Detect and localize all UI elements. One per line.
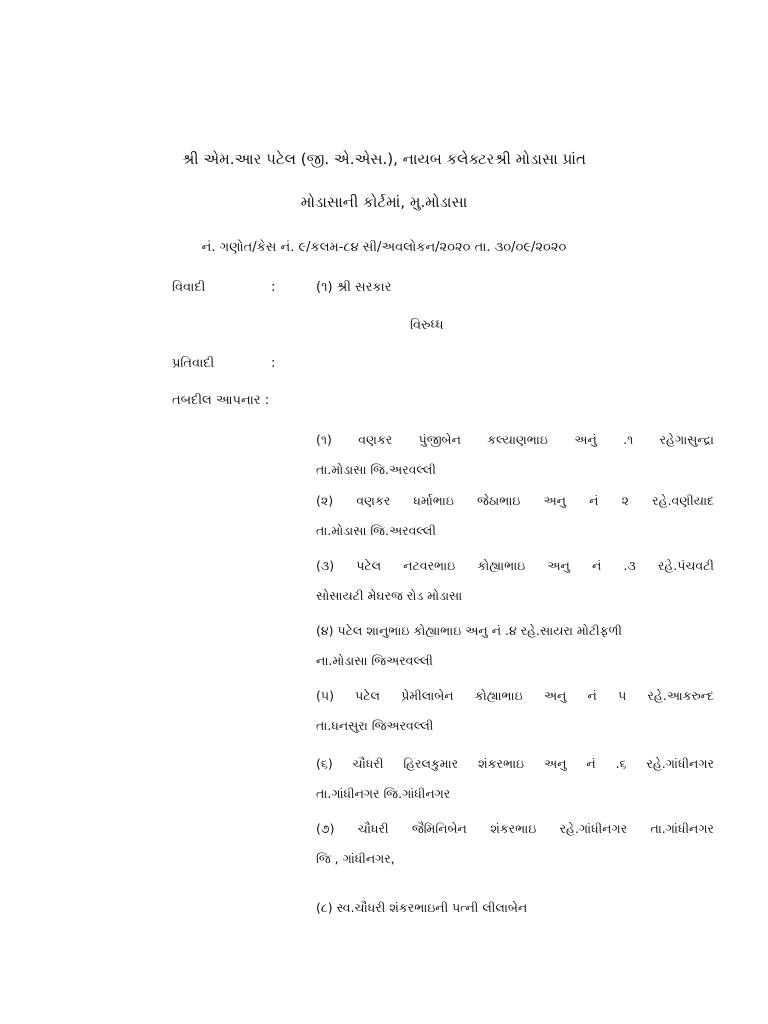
court-title: શ્રી એમ.આર પટેલ (જી. એ.એસ.), નાયબ કલેક્ટરશ્રી મોડાસા પ્રાંત (182, 150, 586, 168)
transferor-line: (૨) વણકર ધર્માભાઇ જેઠાભાઇ અનુ નં ૨ રહે.વણીયાદ (316, 493, 714, 508)
transferor-item (316, 616, 714, 676)
transferor-line: (૮) સ્વ.ચૌધરી શંકરભાઇની પત્ની લીલાબેન (316, 900, 528, 915)
transferor-item (316, 486, 714, 546)
transferor-line: (૫) પટેલ પ્રેમીલાબેન કોહ્યાભાઇ અનુ નં ૫ રહે.આકરુન્દ (316, 688, 714, 703)
transferor-address: તા.ધનસુરા જિઅરવલ્લી (316, 718, 434, 733)
transferor-item (316, 551, 714, 611)
transferor-item (316, 893, 714, 923)
transferor-address: ના.મોડાસા જિઅરવલ્લી (316, 653, 433, 668)
transferor-line: (૩) પટેલ નટવરભાઇ કોહ્યાભાઇ અનુ નં .૩ રહે.પંચવટી (316, 558, 714, 573)
transferor-line: (૬) ચૌધરી હિરલકુમાર શંકરભાઇ અનુ નં .૬ રહે.ગાંધીનગર (316, 756, 714, 771)
court-location: મોડાસાની કોર્ટમાં, મુ.મોડાસા (300, 193, 468, 211)
transferors-label: તબદીલ આપનાર : (172, 393, 270, 408)
transferor-line: (૭) ચૌધરી જૈમિનિબેન શંકરભાઇ રહે.ગાંધીનગર તા.ગાંધીનગર (316, 821, 714, 836)
transferor-line: (૪) પટેલ શાનુભાઇ કોહ્યાભાઇ અનુ નં .૪ રહે.સાયરા મોટીફળી (316, 623, 622, 638)
transferor-address: તા.ગાંધીનગર જિ.ગાંધીનગર (316, 786, 451, 801)
transferor-line: (૧) વણકર પુંજીબેન કલ્યાણભાઇ અનું .૧ રહેગાસુન્દ્રા (316, 432, 714, 447)
transferor-address: તા.મોડાસા જિ.અરવલ્લી (316, 523, 436, 538)
transferor-address: સોસાયટી મેઘરજ રોડ મોડાસા (316, 588, 463, 603)
transferor-item (316, 749, 714, 809)
plaintiff-colon: : (271, 280, 276, 295)
transferor-item (316, 425, 714, 485)
transferor-address: તા.મોડાસા જિ.અરવલ્લી (316, 462, 436, 477)
plaintiff-value: (૧) શ્રી સરકાર (316, 280, 392, 295)
transferor-address: જિ , ગાંધીનગર, (316, 851, 395, 866)
defendant-colon: : (271, 356, 276, 371)
plaintiff-label: વિવાદી (172, 280, 206, 295)
transferor-item (316, 681, 714, 741)
case-number: નં. ગણોત/કેસ નં. ૯/કલમ-૮૪ સી/અવલોકન/૨૦૨૦ તા. ૩૦/૦૯/૨૦૨૦ (201, 240, 567, 255)
defendant-label: પ્રતિવાદી (172, 356, 215, 371)
transferor-item (316, 814, 714, 874)
versus-heading: વિરુધ્ધ (410, 318, 444, 333)
